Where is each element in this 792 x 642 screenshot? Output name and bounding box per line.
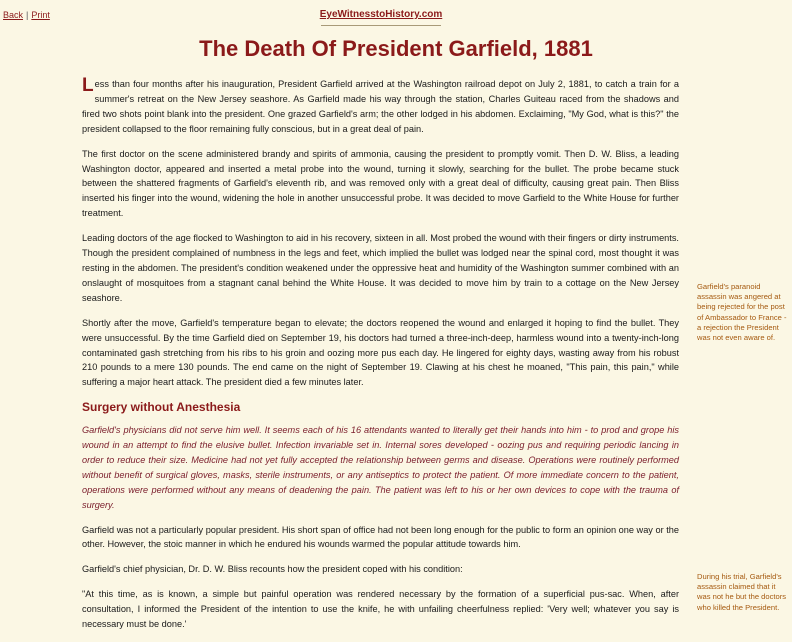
drop-cap: L [82,75,94,96]
site-header [0,4,762,26]
paragraph-bliss-intro: Garfield's chief physician, Dr. D. W. Bliss recounts how the president coped with his condition: [82,564,463,575]
article-body [82,77,679,642]
paragraph-doctors: The first doctor on the scene administered brandy and spirits of ammonia, causing the president to promptly vomit. Then D. W. Bliss, a leading Washington doctor, appeared and inserted a metal probe into the wound, turning it slowly, searching for the bullet. The probe became stuck between the shattered fragments of Garfield's eleventh rib, and was removed only with a great deal of difficulty, causing great pain. Then Bliss inserted his finger into the wound, widening the hole in another unsuccessful probe. It was decided to move Garfield to the White House for further treatment. [82,148,679,219]
page-title: The Death Of President Garfield, 1881 [199,36,593,61]
print-link[interactable]: Print [31,10,50,20]
sidenote-assassin: Garfield's paranoid assassin was angered at being rejected for the post of Ambassador to France - a rejection the President was not even aware of. [697,282,787,343]
intro-text: ess than four months after his inauguration, President Garfield arrived at the Washington railroad depot on July 2, 1881, to catch a train for a summer's retreat on the New Jersey seashore. As Garfield made his way through the station, Charles Guiteau raced from the shadows and fired two shots point blank into the president. One grazed Garfield's arm; the other lodged in his abdomen. Exclaiming, "My God, what is this?" the president collapsed to the floor remaining fully conscious, but in a great deal of pain. [82,79,679,134]
paragraph-death: Shortly after the move, Garfield's temperature began to elevate; the doctors reopened the wound and enlarged it hoping to find the bullet. They were unsuccessful. By the time Garfield died on September 19, his doctors had turned a three-inch-deep, harmless wound into a twenty-inch-long contaminated gash stretching from his ribs to his groin and oozing more pus each day. He lingered for eighty days, wasting away from his robust 210 pounds to a mere 130 pounds. The end came on the night of September 19. Clawing at his chest he moaned, "This pain, this pain," while suffering a major heart attack. The president died a few minutes later. [82,317,679,388]
quote-paragraph: "At this time, as is known, a simple but painful operation was rendered necessary by the formation of a superficial pus-sac. When, after consultation, I informed the President of the intention to use the knife, he with unfailing cheerfulness replied: 'Very well; whatever you say is necessary must be done.' [82,589,679,630]
sidenote-trial: During his trial, Garfield's assassin claimed that it was not he but the doctors who killed the President. [697,572,787,612]
nav-separator: | [26,10,29,20]
section-heading: Surgery without Anesthesia [82,400,241,415]
site-home-link[interactable]: EyeWitnesstoHistory.com [319,9,443,20]
paragraph-recovery: Leading doctors of the age flocked to Washington to aid in his recovery, sixteen in all. Most probed the wound with their fingers or dirty instruments. Though the president complained of numbness in the legs and feet, which implied the bullet was lodged near the spinal cord, most thought it was resting in the abdomen. The president's condition weakened under the oppressive heat and humidity of the Washington summer combined with an onslaught of mosquitoes from a stagnant canal behind the White House. It was decided to move him by train to a cottage on the New Jersey seashore. [82,233,679,303]
back-link[interactable]: Back [3,10,24,20]
paragraph-popularity: Garfield was not a particularly popular president. His short span of office had not been long enough for the public to form an opinion one way or the other. However, the stoic manner in which he endured his wounds warmed the popular attitude towards him. [82,524,679,550]
italic-paragraph: Garfield's physicians did not serve him well. It seems each of his 16 attendants wanted to literally get their hands into him - to prod and grope his wound in an attempt to find the elusive bullet. Infection invariable set in. Internal sores developed - oozing pus and requiring periodic lancing in order to reduce their size. Medicine had not yet fully accepted the relationship between germs and disease. Operations were routinely performed without benefit of surgical gloves, masks, sterile instruments, or any antiseptics to protect the patient. Of more immediate concern to the patient, operations were performed without any means of deadening the pain. The patient was left to his or her own devices to cope with the trauma of surgery. [82,425,679,510]
header-divider [321,25,441,26]
intro-paragraph [82,77,679,137]
